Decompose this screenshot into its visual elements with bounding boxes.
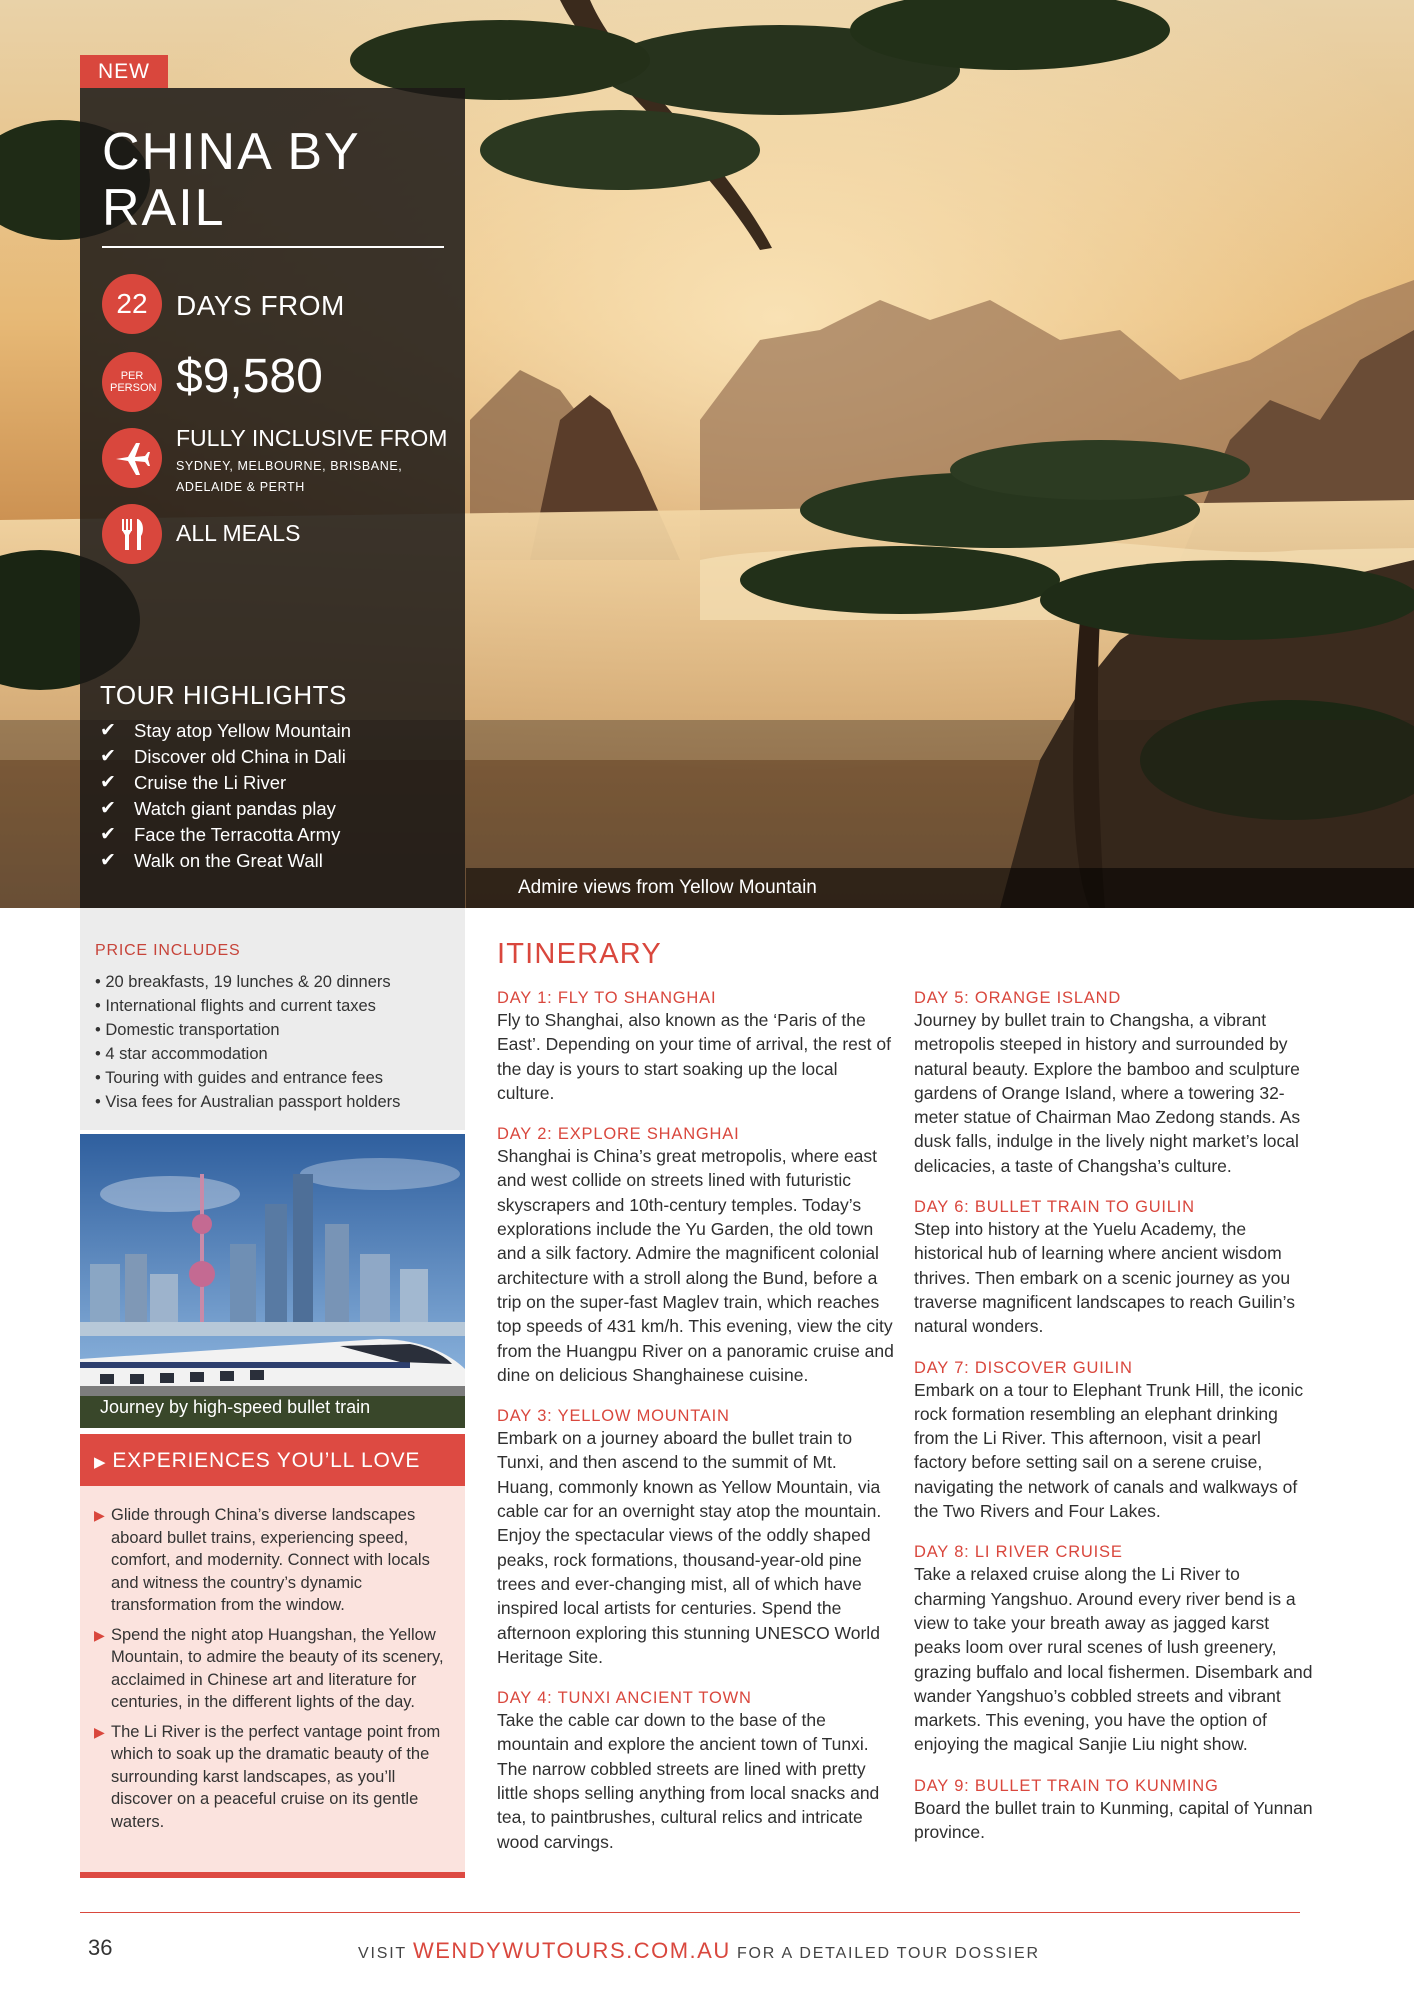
new-badge: NEW xyxy=(80,55,168,88)
experience-item: ▶ Glide through China’s diverse landscapes aboard bullet trains, experiencing speed, comfort, and modernity. Connect with locals and witness the country’s dynamic transformation from the window. xyxy=(94,1506,430,1614)
days-from-label: DAYS FROM xyxy=(176,290,345,321)
experience-item: ▶ Spend the night atop Huangshan, the Yellow Mountain, to admire the beauty of its scenery, acclaimed in Chinese art and literature for centuries, in the different lights of the day. xyxy=(94,1625,444,1711)
day-text: Journey by bullet train to Changsha, a vibrant metropolis steeped in history and surrounded by natural beauty. Explore the bamboo and sculpture gardens of Orange Island, where a towering 32-meter statue of Chairman Mao Zedong stands. As dusk falls, indulge in the lively night market’s local delicacies, a taste of Changsha’s culture. xyxy=(914,1010,1301,1176)
tour-highlights-title: TOUR HIGHLIGHTS xyxy=(100,680,347,710)
day-heading: DAY 3: YELLOW MOUNTAIN xyxy=(497,1407,730,1426)
triangle-bullet-icon: ▶ xyxy=(94,1507,105,1523)
highlight-item: ✔ Stay atop Yellow Mountain xyxy=(100,718,351,744)
day-text: Embark on a tour to Elephant Trunk Hill, the iconic rock formation resembling an elephant drinking from the Li River. This afternoon, visit a pearl factory before setting sail on a serene cruise, navigating the network of canals and walkways of the Two Rivers and Four Lakes. xyxy=(914,1379,1304,1522)
experience-item: ▶ The Li River is the perfect vantage point from which to soak up the dramatic beauty of the surrounding karst landscapes, as you’ll discover on a peaceful cruise on its gentle waters. xyxy=(94,1722,441,1831)
itinerary-column-left xyxy=(497,988,897,1873)
day-text: Take the cable car down to the base of the mountain and explore the ancient town of Tunxi. The narrow cobbled streets are lined with pretty little shops selling anything from local snacks and tea, to paintbrushes, cultural relics and intricate wood carvings. xyxy=(497,1710,880,1852)
highlight-item: ✔ Watch giant pandas play xyxy=(100,796,351,822)
days-count-circle: 22 xyxy=(102,274,162,334)
triangle-bullet-icon: ▶ xyxy=(94,1723,105,1740)
day-text: Step into history at the Yuelu Academy, the historical hub of learning where ancient wisdom thrives. Then embark on a scenic journey as you traverse magnificent landscapes to reach Guilin’s natural wonders. xyxy=(914,1219,1295,1337)
day-heading: DAY 6: BULLET TRAIN TO GUILIN xyxy=(914,1198,1195,1217)
day-heading: DAY 9: BULLET TRAIN TO KUNMING xyxy=(914,1776,1219,1795)
price-include-item: • 20 breakfasts, 19 lunches & 20 dinners xyxy=(95,973,391,991)
itinerary-day xyxy=(914,1542,1314,1756)
itinerary-column-right xyxy=(914,988,1314,1863)
checkmark-icon: ✔ xyxy=(100,798,116,819)
footer-divider xyxy=(80,1912,1300,1913)
footer-suffix: FOR A DETAILED TOUR DOSSIER xyxy=(736,1945,1040,1962)
day-text: Shanghai is China’s great metropolis, where east and west collide on streets lined with futuristic skyscrapers and 10th-century temples. Today’s explorations include the Yu Garden, the old town and a silk factory. Admire the magnificent colonial architecture with a stroll along the Bund, before a trip on the super-fast Maglev train, which reaches top speeds of 431 km/h. This evening, view the city from the Huangpu River on a panoramic cruise and dine on delicious Shanghainese cuisine. xyxy=(497,1146,894,1385)
checkmark-icon: ✔ xyxy=(100,824,116,845)
tour-price: $9,580 xyxy=(176,350,323,403)
hero-caption: Admire views from Yellow Mountain xyxy=(518,877,817,898)
day-heading: DAY 8: LI RIVER CRUISE xyxy=(914,1543,1123,1562)
itinerary-title: ITINERARY xyxy=(497,938,662,970)
experiences-bottom-rule xyxy=(80,1872,465,1878)
highlight-item: ✔ Walk on the Great Wall xyxy=(100,848,351,874)
highlight-item: ✔ Discover old China in Dali xyxy=(100,744,351,770)
checkmark-icon: ✔ xyxy=(100,720,116,741)
meals-circle xyxy=(102,504,162,564)
highlight-item: ✔ Face the Terracotta Army xyxy=(100,822,351,848)
page-number: 36 xyxy=(88,1935,113,1960)
train-caption: Journey by high-speed bullet train xyxy=(100,1397,371,1417)
day-heading: DAY 1: FLY TO SHANGHAI xyxy=(497,989,717,1007)
checkmark-icon: ✔ xyxy=(100,850,116,871)
price-includes-title: PRICE INCLUDES xyxy=(95,942,241,959)
per-person-circle xyxy=(102,352,162,412)
train-caption-bar xyxy=(80,1386,465,1428)
hero-caption-bar xyxy=(466,868,1414,908)
title-divider xyxy=(102,246,444,248)
footer-cta xyxy=(358,1938,1040,1964)
footer-visit: VISIT xyxy=(358,1945,407,1962)
day-heading: DAY 2: EXPLORE SHANGHAI xyxy=(497,1125,740,1144)
flights-circle xyxy=(102,428,162,488)
checkmark-icon: ✔ xyxy=(100,746,116,767)
day-text: Board the bullet train to Kunming, capital of Yunnan province. xyxy=(914,1797,1313,1843)
experiences-title: ▶ EXPERIENCES YOU’LL LOVE xyxy=(94,1449,421,1472)
day-text: Take a relaxed cruise along the Li River to charming Yangshuo. Around every river bend is a view to take your breath away as jagged karst peaks loom over rural scenes of lush greenery, grazing buffalo and local fishermen. Disembark and wander Yangshuo’s cobbled streets and vibrant markets. This evening, you have the option of enjoying the magical Sanjie Liu night show. xyxy=(914,1564,1313,1755)
price-include-item: • Domestic transportation xyxy=(95,1021,280,1039)
experiences-list xyxy=(94,1504,444,1840)
highlight-item: ✔ Cruise the Li River xyxy=(100,770,351,796)
airplane-icon xyxy=(112,438,152,478)
triangle-bullet-icon: ▶ xyxy=(94,1626,105,1643)
day-text: Embark on a journey aboard the bullet train to Tunxi, and then ascend to the summit of Mt. Huang, commonly known as Yellow Mountain, via cable car for an overnight stay atop the mountain. Enjoy the spectacular views of the oddly shaped peaks, rock formations, thousand-year-old pine trees and ever-changing mist, all of which have inspired local artists for centuries. Spend the afternoon exploring this stunning UNESCO World Heritage Site. xyxy=(497,1428,882,1667)
day-text: Fly to Shanghai, also known as the ‘Paris of the East’. Depending on your time of arrival, the rest of the day is yours to start soaking up the local culture. xyxy=(497,1010,891,1103)
day-heading: DAY 5: ORANGE ISLAND xyxy=(914,989,1122,1007)
price-include-item: • International flights and current taxes xyxy=(95,997,376,1015)
triangle-right-icon: ▶ xyxy=(94,1454,107,1471)
itinerary-day xyxy=(497,1406,897,1669)
day-heading: DAY 7: DISCOVER GUILIN xyxy=(914,1358,1133,1377)
itinerary-day xyxy=(497,1688,897,1854)
fork-knife-icon xyxy=(112,514,152,554)
tour-title: CHINA BY RAIL xyxy=(102,123,360,237)
price-include-item: • Touring with guides and entrance fees xyxy=(95,1069,383,1087)
price-include-item: • 4 star accommodation xyxy=(95,1045,268,1063)
all-meals-label: ALL MEALS xyxy=(176,520,301,546)
footer-url-link[interactable]: WENDYWUTOURS.COM.AU xyxy=(412,1938,731,1963)
itinerary-day xyxy=(497,988,897,1105)
itinerary-day xyxy=(497,1124,897,1387)
itinerary-day xyxy=(914,988,1314,1178)
price-includes-list xyxy=(95,970,460,1114)
itinerary-day xyxy=(914,1358,1314,1524)
itinerary-day xyxy=(914,1776,1314,1845)
itinerary-day xyxy=(914,1197,1314,1338)
price-include-item: • Visa fees for Australian passport holders xyxy=(95,1093,401,1111)
bullet-train-photo xyxy=(80,1134,465,1428)
departure-cities: SYDNEY, MELBOURNE, BRISBANE, ADELAIDE & PERTH xyxy=(176,459,403,494)
shanghai-skyline-train-illustration xyxy=(80,1134,465,1428)
fully-inclusive-label: FULLY INCLUSIVE FROM xyxy=(176,425,448,451)
checkmark-icon: ✔ xyxy=(100,772,116,793)
day-heading: DAY 4: TUNXI ANCIENT TOWN xyxy=(497,1689,752,1708)
per-person-label: PER PERSON xyxy=(110,370,157,394)
tour-highlights-list xyxy=(100,718,351,874)
